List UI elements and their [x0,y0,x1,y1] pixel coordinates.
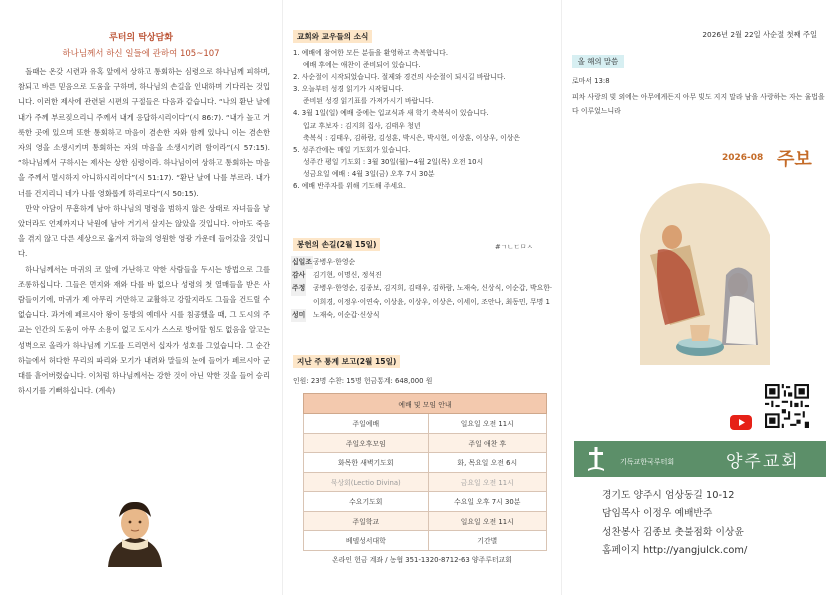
news-list [293,47,555,192]
schedule-header: 예배 및 모임 안내 [304,394,547,414]
table-row [304,472,547,492]
news-item: 예배 후에는 애찬이 준비되어 있습니다. [303,61,421,70]
offering-label: 십일조 [291,256,313,269]
schedule-table [303,393,547,551]
news-item: 성금요일 예배 : 4월 3일(금) 오후 7시 30분 [303,169,435,178]
offering-names: 공병우·한영순 [313,258,356,266]
offering-names: 김기현, 이명신, 정석진 [313,271,382,280]
youtube-icon[interactable] [730,415,752,430]
schedule-time: 수요일 오후 7시 30분 [428,492,546,512]
verse-text: 피차 사랑의 빚 외에는 아무에게든지 아무 빚도 지지 말라 남을 사랑하는 자는 율법을 다 이루었느니라 [572,93,825,115]
church-address: 경기도 양주시 엄상동길 10-12 [602,490,735,501]
bulletin-title: 주보 [777,149,812,170]
offering-names: 공병우·한영순, 김종보, 김지희, 김태우, 김하람, 노재숙, 신상식, 이순갑, 박요한·이희경, 이정우·이연숙, 이상윤, 이상우, 이상은, 이세이, 조안나, 최동민, 무명 1 [313,284,553,306]
offering-names: 노재숙, 이순갑·신상식 [313,310,380,319]
table-talk-body [18,64,270,398]
schedule-time: 일요일 오전 11시 [428,414,546,434]
table-row [304,433,547,453]
offering-hashtag: #ㄱㄴㄷㅁㅅ [495,243,533,251]
foot-washing-illustration [630,175,780,375]
schedule-name: 주일오후모임 [304,433,429,453]
homepage-link[interactable]: 홈페이지 http://yangjulck.com/ [602,544,748,556]
paragraph: 돌때는 온갖 시련과 유혹 앞에서 상하고 통회하는 심령으로 하나님께 피하며, 참되고 바른 믿음으로 도움을 구하며, 하나님의 손길을 인내하며 기다리는 것입니다. 이러한 제사에 관련된 시편의 구절들은 다음과 같습니다. “나의 환난 날에 내가 주께 부르짖으리니 주께서 내게 응답하시리이다”(시 86:7). “내가 높고 거룩한 곳에 있으며 또한 통회하고 마음이 겸손한 자와 함께 있나니 이는 겸손한 자의 영을 소생시키며 통회하는 자의 마음을 소생시키려 함이라”(시 57:15). “하나님께서 구하시는 제사는 상한 심령이라. 하나님이여 상하고 통회하는 마음을 주께서 멸시하지 아니하시리이다”(시 51:17). “환난 날에 나를 부르라. 내가 너를 건지리니 네가 나를 영화롭게 하리로다”(시 50:15). [18,67,270,198]
schedule-name: 베델성서대학 [304,531,429,551]
schedule-name: 주일학교 [304,511,429,531]
schedule-time: 일요일 오전 11시 [428,511,546,531]
offering-row [291,269,557,282]
news-item: 6. 예배 반주자를 위해 기도해 주세요. [293,182,406,191]
news-item: 준비된 성경 읽기표를 가져가시기 바랍니다. [303,97,434,106]
luther-portrait [100,495,170,567]
news-item: 5. 성주간에는 매일 기도회가 있습니다. [293,145,411,154]
panel-table-talk [0,0,282,595]
schedule-name: 묵상회(Lectio Divina) [304,472,429,492]
stats-header: 지난 주 통계 보고(2월 15일) [293,355,400,368]
schedule-time: 주일 애찬 후 [428,433,546,453]
table-row [304,531,547,551]
qr-code[interactable] [765,384,809,428]
offering-row [291,256,557,269]
offering-label: 성미 [291,309,306,322]
schedule-name: 주일예배 [304,414,429,434]
offering-label: 주정 [291,282,306,295]
schedule-time: 금요일 오전 11시 [428,472,546,492]
table-row [304,453,547,473]
servers-line: 성찬봉사 김종보 촛불점화 이상윤 [602,526,744,538]
service-date: 2026년 2월 22일 사순절 첫째 주일 [702,30,817,39]
table-row [304,511,547,531]
schedule-time: 화, 목요일 오전 6시 [428,453,546,473]
cross-icon [586,445,606,473]
stats-line: 인원: 23명 수찬: 15명 헌금통계: 648,000 원 [293,377,433,385]
news-item: 3. 오늘부터 성경 읽기가 시작됩니다. [293,85,404,94]
panel-news [283,0,561,595]
news-item: 4. 3월 1일(일) 예배 중에는 입교식과 새 학기 축복식이 있습니다. [293,109,489,118]
news-header: 교회와 교우들의 소식 [293,30,372,43]
table-talk-subtitle: 하나님께서 하신 일들에 관하여 105~107 [62,49,220,59]
church-banner [574,441,826,477]
schedule-name: 수요기도회 [304,492,429,512]
bulletin-number: 2026-08 [722,153,764,163]
schedule-name: 화목한 새벽기도회 [304,453,429,473]
news-item: 입교 후보자 : 김지희 집사, 김태우 청년 [303,121,421,130]
table-row [304,492,547,512]
online-offering-account: 온라인 헌금 계좌 / 농협 351-1320-8712-63 양주루터교회 [332,556,512,564]
offering-row [291,282,557,308]
offering-list [291,256,557,322]
table-row [304,414,547,434]
news-item: 2. 사순절이 시작되었습니다. 절제와 경건의 사순절이 되시길 바랍니다. [293,73,506,82]
church-name: 양주교회 [726,452,800,472]
offering-row [291,309,557,322]
news-item: 성주간 평일 기도회 : 3월 30일(월)~4월 2일(목) 오전 10시 [303,157,484,166]
news-item: 축복식 : 김태우, 김하람, 김성훈, 박시은, 박시현, 이상훈, 이상우, 이상은 [303,133,521,142]
pastor-line: 담임목사 이정우 예배반주 [602,508,713,520]
schedule-time: 기간별 [428,531,546,551]
church-info [602,487,747,560]
denomination-name: 기독교한국루터회 [620,458,675,466]
table-talk-title: 루터의 탁상담화 [109,33,173,43]
paragraph: 하나님께서는 마귀의 코 앞에 가난하고 약한 사람들을 두시는 방법으로 그를 조롱하십니다. 그들은 먼지와 재와 다를 바 없으나 성령의 첫 열매들을 받은 사람들이기에, 마귀가 제 아무리 거만하고 교활하고 강할지라도 그들을 건드릴 수 없습니다. 과거에 페르시아 왕이 동방의 예데사 시를 침공했을 때, 그 도시의 주교는 인간의 도움이 아무 소용이 없고 도시가 스스로 방어할 힘도 없음을 알고는 성벽으로 올라가 하나님께 기도를 드리면서 십자가 성호를 그었습니다. 그 순간 하늘에서 허다한 무리의 파리와 모기가 내려와 말들의 눈에 들어가 페르시아 군대를 흩어버렸습니다. 이처럼 하나님께서는 강한 것이 아닌 약한 것을 들어 승리하시기를 기뻐하십니다. (계속) [18,264,270,396]
verse-header: 올 해의 말씀 [572,55,624,68]
news-item: 1. 예배에 참여한 모든 분들을 환영하고 축복합니다. [293,49,449,57]
panel-cover [562,0,835,595]
verse-reference: 로마서 13:8 [572,77,610,85]
offering-hands-header: 봉헌의 손길(2월 15일) [293,238,380,251]
offering-label: 감사 [291,269,306,282]
paragraph: 만약 아담이 무흠하게 남아 하나님의 명령을 범하지 않은 상태로 자녀들을 낳았더라도 언제까지나 낙원에 남아 거기서 살지는 않았을 것입니다. 아마도 죽음을 겪지 않고 다른 세상으로 옮겨져 하늘의 영원한 영광 가운데 들어갔을 것입니다. [18,203,270,259]
